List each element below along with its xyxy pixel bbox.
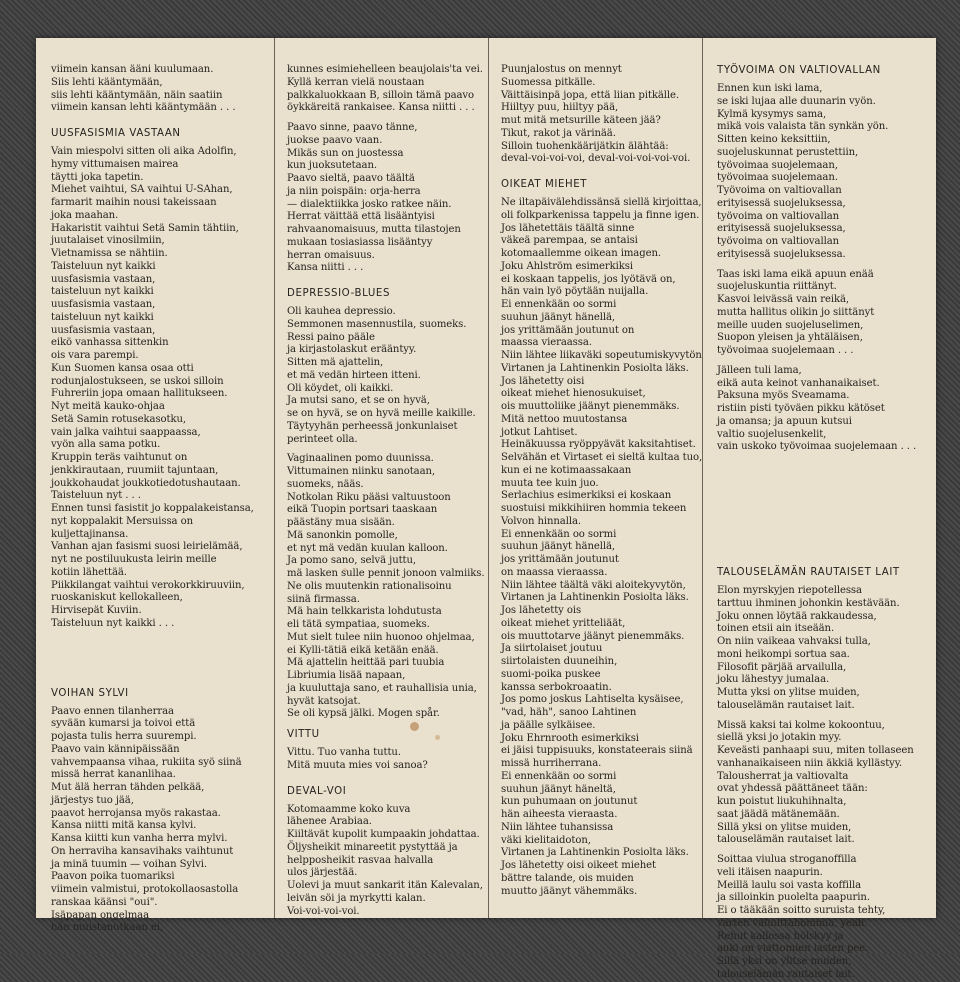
lyric-line: Niin lähtee tuhansissa — [501, 821, 614, 833]
lyric-line: Missä kaksi tai kolme kokoontuu, — [717, 719, 885, 731]
lyric-line: Ei ennenkään oo sormi — [501, 770, 617, 782]
lyric-line: siirtolaisten duuneihin, — [501, 656, 618, 667]
lyric-line: oikeat miehet yritteliäät, — [501, 617, 626, 629]
lyric-line: joukkohaudat joukkotiedotushautaan. — [51, 477, 241, 489]
stain-mark — [410, 722, 419, 731]
lyric-line: Jos lähetetty oisi — [501, 375, 585, 387]
lyric-line: Soittaa viulua stroganoffilla — [717, 854, 857, 865]
lyric-line: se on hyvä, se on hyvä meille kaikille. — [287, 408, 476, 419]
song-title: DEPRESSIO-BLUES — [287, 288, 391, 299]
lyric-line: Meillä laulu soi vasta koffilla — [717, 879, 862, 891]
spacer — [717, 454, 932, 566]
lyric-line: Mitä nettoo muutostansa — [501, 413, 628, 425]
lyric-line: vain uskoko työvoimaa suojelemaan . . . — [717, 441, 917, 453]
lyric-line: Sitten keino keksittiin, — [717, 134, 831, 145]
lyric-line: ois muuttotarve jäänyt pienemmäks. — [501, 630, 685, 642]
lyric-line: muuta tee kuin juo. — [501, 477, 599, 489]
lyric-line: Niin lähtee täältä väki aloitekyvytön, — [501, 579, 686, 591]
lyric-line: Hiiltyy puu, hiiltyy pää, — [501, 102, 619, 114]
lyric-line: Paavo vain kännipäissään — [51, 743, 180, 755]
lyric-line: Filosofit pärjää arvailulla, — [717, 661, 847, 673]
lyric-line: Kotomaamme koko kuva — [287, 803, 411, 815]
lyric-line: tarttuu ihminen johonkin kestävään. — [717, 597, 900, 609]
spacer — [717, 713, 932, 720]
lyric-line: kotomaallemme oikean imagen. — [501, 248, 661, 259]
lyric-line: farmarit maihin nousi takeissaan — [51, 197, 217, 208]
spacer — [287, 275, 487, 287]
lyric-line: ei jäisi tuppisuuks, konstateerais siinä — [501, 745, 693, 757]
lyric-line: uusfasismia vastaan, — [51, 299, 156, 310]
spacer — [501, 166, 701, 178]
lyric-line: Kansa niitti . . . — [287, 262, 364, 274]
lyric-line: Talousherrat ja valtiovalta — [717, 770, 849, 782]
lyric-line: täytti joka tapetin. — [51, 171, 144, 183]
lyric-line: viimein kansan ääni kuulumaan. — [51, 64, 214, 75]
lyric-line: hän vain lyö pöytään nuijalla. — [501, 286, 649, 298]
lyric-line: ranskaa käänsi "oui". — [51, 896, 158, 908]
stain-mark — [435, 735, 440, 740]
spacer — [717, 358, 932, 365]
lyric-line: — dialektiikka josko ratkee näin. — [287, 198, 452, 210]
lyric-line: ja minä tuumin — voihan Sylvi. — [51, 858, 207, 870]
lyric-line: Kruppin teräs vaihtunut on — [51, 452, 188, 463]
lyric-line: auki on viattomien lasten pee. — [717, 943, 869, 955]
lyric-line: Ne olis muutenkin rationalisoinu — [287, 580, 452, 592]
lyric-line: missä herrat kananlihaa. — [51, 769, 176, 781]
lyric-line: Vaginaalinen pomo duunissa. — [287, 453, 434, 465]
lyric-line: Heinäkuussa ryöppyävät kaksitahtiset. — [501, 439, 696, 451]
lyric-line: nyt ne postiluukusta leirin meille — [51, 554, 217, 565]
lyric-line: Setä Samin rotusekasotku, — [51, 413, 186, 425]
lyric-line: oli folkparkenissa tappelu ja finne igen. — [501, 209, 700, 221]
lyric-line: työvoima on valtiovallan — [717, 210, 840, 222]
lyric-line: mikä vois valaista tän synkän yön. — [717, 121, 889, 133]
lyric-line: ulos järjestää. — [287, 867, 358, 879]
lyric-line: kuljettajinansa. — [51, 528, 129, 540]
lyric-line: On herraviha kansavihaks vaihtunut — [51, 845, 234, 857]
lyric-line: Täytyyhän perheessä jonkunlaiset — [287, 420, 458, 432]
lyric-line: Joku Ahlström esimerkiksi — [501, 260, 634, 272]
lyric-line: Kasvoi leivässä vain reikä, — [717, 294, 850, 305]
lyric-line: työvoimaa suojelemaan . . . — [717, 345, 854, 356]
lyric-line: ei Kylli-tätiä eikä ketään enää. — [287, 644, 439, 656]
lyric-line: Mikäs sun on juostessa — [287, 147, 404, 159]
lyric-line: Puunjalostus on mennyt — [501, 64, 622, 75]
lyric-line: ristiin pisti työväen pikku kätöset — [717, 403, 885, 414]
lyric-line: Kylmä kysymys sama, — [717, 108, 827, 120]
lyric-line: Ennen kun iski lama, — [717, 83, 823, 94]
lyric-line: meille uuden suojeluselimen, — [717, 319, 864, 331]
lyric-line: Jos lähetetty oisi oikeet miehet — [501, 860, 656, 871]
lyric-line: ois muuttoliike jäänyt pienemmäks. — [501, 401, 680, 412]
song-title: TYÖVOIMA ON VALTIOVALLAN — [717, 65, 881, 76]
lyric-line: toinen etsii ain itseään. — [717, 623, 835, 635]
lyric-line: erityisessä suojeluksessa, — [717, 223, 846, 235]
lyric-line: herran omaisuus. — [287, 249, 375, 261]
lyric-line: Vittu. Tuo vanha tuttu. — [287, 747, 401, 758]
lyric-line: Kun Suomen kansa osaa otti — [51, 362, 194, 374]
lyric-line: Ja pomo sano, selvä juttu, — [287, 555, 417, 567]
lyric-line: bättre talande, ois muiden — [501, 872, 634, 884]
lyric-line: et nyt mä vedän kuulan kalloon. — [287, 542, 448, 554]
lyrics-column-1 — [51, 38, 269, 934]
lyric-line: veli itäisen naapurin. — [717, 866, 823, 878]
lyric-line: kun ei ne kotimaassakaan — [501, 464, 632, 476]
lyric-line: Suopon yleisen ja yhtäläisen, — [717, 332, 863, 344]
lyric-line: Ei ennenkään oo sormi — [501, 299, 617, 310]
lyric-line: perinteet olla. — [287, 433, 358, 445]
song-title: UUSFASISMIA VASTAAN — [51, 128, 181, 139]
lyric-line: ja kirjastolaskut erääntyy. — [287, 344, 417, 356]
lyric-line: väki kielitaidoton, — [501, 834, 591, 846]
lyric-line: Piikkilangat vaihtui verokorkkiruuviin, — [51, 579, 245, 591]
lyric-line: Paavo sinne, paavo tänne, — [287, 122, 418, 133]
lyric-line: Kiiltävät kupolit kumpaakin johdattaa. — [287, 829, 480, 840]
lyric-line: suomi-poika puskee — [501, 668, 601, 680]
lyric-line: Hakaristit vaihtui Setä Samin tähtiin, — [51, 222, 239, 234]
spacer — [287, 115, 487, 122]
lyric-line: päästäny mua sisään. — [287, 517, 395, 528]
lyric-line: nyt koppalakit Mersuissa on — [51, 515, 193, 527]
lyric-line: Rehut kallossa hölskyy ja — [717, 930, 844, 942]
lyric-line: Fuhreriin jopa omaan hallitukseen. — [51, 388, 228, 400]
lyric-line: joku lähestyy jumalaa. — [717, 674, 830, 686]
lyric-line: Jälleen tuli lama, — [717, 364, 802, 376]
lyric-line: Libriumia lisää napaan, — [287, 670, 406, 681]
lyric-line: Notkolan Riku pääsi valtuustoon — [287, 491, 451, 503]
lyric-line: hän aiheesta vieraasta. — [501, 809, 618, 820]
lyric-line: hän muistanutkaan ei, — [51, 922, 164, 934]
lyric-line: työvoima on valtiovallan — [717, 236, 840, 247]
lyric-line: Suomessa pitkälle. — [501, 76, 596, 88]
lyric-line: Paavo ennen tilanherraa — [51, 705, 174, 717]
lyric-line: joka maahan. — [51, 209, 119, 221]
lyric-line: Taisteluun nyt kaikki — [51, 260, 156, 272]
lyric-line: lähenee Arabiaa. — [287, 816, 372, 828]
lyric-line: Jos lähetetty ois — [501, 605, 582, 616]
lyric-line: kun puhumaan on joutunut — [501, 796, 638, 808]
lyric-line: ja omansa; ja apuun kutsui — [717, 415, 852, 427]
lyric-line: Elon myrskyjen riepotellessa — [717, 585, 862, 596]
lyric-line: pojasta tulis herra suurempi. — [51, 731, 197, 742]
lyric-line: leivän söi ja myrkytti kalan. — [287, 892, 426, 904]
lyric-line: eli tätä sympatiaa, suomeks. — [287, 619, 430, 630]
lyric-line: moni heikompi sortua saa. — [717, 648, 850, 660]
lyric-line: On niin vaikeaa vahvaksi tulla, — [717, 636, 871, 647]
lyric-line: kotiin lähettää. — [51, 566, 127, 578]
lyric-line: ja silloinkin puolelta paapurin. — [717, 892, 870, 904]
lyric-line: suuhun jäänyt hänellä, — [501, 311, 616, 323]
lyric-line: Hirvisepät Kuviin. — [51, 605, 142, 616]
lyric-line: taisteluun nyt kaikki — [51, 286, 154, 298]
song-title: OIKEAT MIEHET — [501, 179, 588, 190]
lyric-line: suojeluskunnat perustettiin, — [717, 146, 859, 158]
lyric-line: Siis lehti kääntymään, — [51, 76, 163, 88]
lyrics-column-4 — [717, 38, 932, 980]
lyric-line: Isäpapan ongelmaa — [51, 909, 150, 921]
lyric-line: ja päälle sylkäisee. — [501, 719, 596, 731]
lyric-line: muutto jäänyt vähemmäks. — [501, 885, 638, 897]
lyric-line: erityisessä suojeluksessa. — [717, 248, 846, 260]
lyric-line: Mut älä herran tähden pelkää, — [51, 782, 205, 793]
spacer — [51, 115, 269, 127]
lyric-line: juokse paavo vaan. — [287, 134, 383, 146]
lyric-line: talouselämän rautaiset lait. — [717, 699, 855, 711]
lyric-line: kanssa serbokroaatin. — [501, 681, 612, 693]
lyric-line: viimein kansan lehti kääntymään . . . — [51, 102, 236, 114]
lyric-line: Silloin tuohenkäärijätkin älähtää: — [501, 140, 669, 152]
spacer — [287, 721, 487, 728]
song-title: DEVAL-VOI — [287, 785, 347, 797]
lyric-line: Nyt meitä kauko-ohjaa — [51, 401, 165, 412]
song-title: VITTU — [287, 729, 320, 740]
lyric-line: Ja mutsi sano, et se on hyvä, — [287, 395, 430, 407]
lyric-line: talouselämän rautaiset lait. — [717, 834, 855, 846]
lyric-line: maassa vieraassa. — [501, 337, 592, 349]
lyric-line: et mä vedän hirteen itteni. — [287, 369, 421, 381]
lyric-line: mutta hallitus olikin jo siittänyt — [717, 306, 875, 318]
lyric-line: uusfasismia vastaan, — [51, 273, 156, 285]
lyric-line: Väittäisinpä jopa, että liian pitkälle. — [501, 89, 680, 101]
lyric-line: kun juoksutetaan. — [287, 160, 377, 172]
lyric-line: suuhun jäänyt häneltä, — [501, 783, 616, 795]
lyric-line: hyvät katsojat. — [287, 695, 361, 707]
spacer — [717, 262, 932, 269]
lyric-line: helpposheikit rasvaa halvalla — [287, 854, 434, 866]
lyric-line: Se oli kypsä jälki. Mogen spår. — [287, 708, 440, 720]
lyric-line: Ei ennenkään oo sormi — [501, 528, 617, 540]
lyric-line: Mä sanonkin pomolle, — [287, 529, 398, 541]
lyric-line: eikö vanhassa sittenkin — [51, 337, 169, 349]
lyric-line: Mä hain telkkarista lohdutusta — [287, 606, 442, 618]
lyric-line: Vanhan ajan fasismi suosi leirielämää, — [51, 541, 243, 553]
lyric-line: Uolevi ja muut sankarit itän Kalevalan, — [287, 880, 483, 891]
lyric-line: Keveästi panhaapi suu, miten tollaseen — [717, 745, 914, 756]
lyric-line: erityisessä suojeluksessa, — [717, 197, 846, 209]
column-divider-3 — [702, 38, 703, 918]
lyric-line: työvoimaa suojelemaan. — [717, 172, 838, 184]
lyric-line: varten valuuttahommia, yeah. — [717, 917, 868, 929]
lyric-line: ja niin poispäin: orja-herra — [287, 185, 421, 197]
lyric-line: Mut sielt tulee niin huonoo ohjelmaa, — [287, 631, 475, 643]
lyric-line: jenkkirautaan, ruumiit tajuntaan, — [51, 464, 219, 476]
spacer — [717, 847, 932, 854]
spacer — [287, 773, 487, 785]
lyric-line: siinä firmassa. — [287, 593, 360, 605]
lyric-line: saat jäädä mätänemään. — [717, 808, 840, 820]
lyric-line: Paksuna myös Sveamama. — [717, 390, 850, 402]
lyric-line: Tikut, rakot ja värinää. — [501, 127, 616, 139]
lyric-line: Niin lähtee liikaväki sopeutumiskyvytön — [501, 350, 702, 361]
lyric-line: kunnes esimiehelleen beaujolais'ta vei. — [287, 64, 483, 75]
lyric-line: siis lehti kääntymään, näin saatiin — [51, 89, 223, 101]
lyric-line: ois vara parempi. — [51, 350, 139, 361]
lyric-line: eikä auta keinot vanhanaikaiset. — [717, 377, 880, 389]
lyric-line: Ja siirtolaiset joutuu — [501, 643, 603, 655]
lyric-line: Sillä yksi on ylitse muiden, — [717, 956, 852, 967]
lyric-line: Paavo sieltä, paavo täältä — [287, 173, 415, 184]
lyric-line: Vietnamissa se nähtiin. — [51, 248, 168, 259]
lyric-line: Öljysheikit minareetit pystyttää ja — [287, 841, 458, 853]
lyric-line: Joku onnen löytää rakkaudessa, — [717, 610, 877, 622]
lyric-line: oikeat miehet hienosukuiset, — [501, 388, 646, 400]
lyric-line: väkeä parempaa, se antaisi — [501, 235, 638, 247]
lyric-line: rahvaanomaisuus, mutta tilastojen — [287, 224, 461, 235]
column-divider-1 — [274, 38, 275, 918]
lyric-line: "vad, häh", sanoo Lahtinen — [501, 707, 637, 718]
lyric-line: se iski lujaa alle duunarin vyön. — [717, 95, 876, 107]
lyric-line: Taas iski lama eikä apuun enää — [717, 268, 874, 280]
lyric-line: suostuisi mikkihiiren hommia tekeen — [501, 503, 687, 514]
lyric-line: taisteluun nyt kaikki — [51, 311, 154, 323]
song-title: TALOUSELÄMÄN RAUTAISET LAIT — [717, 567, 900, 578]
lyric-line: Semmonen masennustila, suomeks. — [287, 318, 467, 330]
lyric-line: talouselämän rautaiset lait. — [717, 968, 855, 980]
lyric-line: Joku Ehrnrooth esimerkiksi — [501, 732, 639, 744]
lyric-line: Sitten mä ajattelin, — [287, 357, 384, 368]
lyric-line: mut mitä metsurille käteen jää? — [501, 115, 661, 126]
lyric-line: jos yrittämään joutunut — [501, 554, 619, 565]
lyric-line: suuhun jäänyt hänellä, — [501, 541, 616, 553]
lyric-line: jos yrittämään joutunut on — [501, 324, 635, 336]
lyrics-column-3 — [501, 38, 701, 918]
lyric-line: Ennen tunsi fasistit jo koppalakeistansa, — [51, 503, 254, 514]
spacer — [287, 446, 487, 453]
lyric-line: Virtanen ja Lahtinenkin Posiolta läks. — [501, 362, 689, 374]
lyric-line: jotkut Lahtiset. — [501, 426, 578, 438]
lyric-line: öykkäreitä rankaisee. Kansa niitti . . . — [287, 102, 475, 114]
lyric-line: Voi-voi-voi-voi. — [287, 905, 360, 917]
lyric-line: palkkaluokkaan B, silloin tämä paavo — [287, 89, 475, 101]
lyric-line: Selvähän et Virtaset ei sieltä kultaa tuo, — [501, 452, 703, 463]
lyric-line: Volvon hinnalla. — [501, 515, 581, 527]
lyric-line: missä hurriherrana. — [501, 758, 602, 769]
lyric-line: työvoimaa suojelemaan, — [717, 159, 838, 171]
lyric-line: Mä ajattelin heittää pari tuubia — [287, 657, 445, 669]
lyric-line: ovat yhdessä päättäneet tään: — [717, 783, 868, 795]
lyric-line: vyön alla sama potku. — [51, 439, 161, 451]
lyric-line: Mutta yksi on ylitse muiden, — [717, 687, 860, 698]
lyric-line: Ei o tääkään soitto suruista tehty, — [717, 905, 886, 916]
lyric-line: vain jalka vaihtui saappaassa, — [51, 426, 201, 438]
column-divider-2 — [488, 38, 489, 918]
lyric-line: Taisteluun nyt kaikki . . . — [51, 617, 175, 629]
stain-mark — [343, 568, 347, 572]
lyric-line: suojeluskuntia riittänyt. — [717, 281, 837, 293]
lyric-line: Kansa kiitti kun vanha herra mylvi. — [51, 833, 228, 844]
lyric-line: juutalaiset vinosilmiin, — [51, 235, 165, 247]
lyric-line: vahvempaansa vihaa, rukiita syö siinä — [51, 756, 242, 768]
lyric-line: Taisteluun nyt . . . — [51, 490, 141, 502]
lyric-line: Kyllä kerran vielä noustaan — [287, 76, 425, 88]
lyric-line: Sillä yksi on ylitse muiden, — [717, 821, 852, 833]
lyric-line: ruoskaniskut kellokalleen, — [51, 592, 183, 604]
lyric-line: Kansa niitti mitä kansa kylvi. — [51, 820, 197, 832]
lyric-line: Vittumainen niinku sanotaan, — [287, 466, 436, 477]
lyric-line: Virtanen ja Lahtinenkin Posiolta läks. — [501, 847, 689, 859]
lyric-line: Serlachius esimerkiksi ei koskaan — [501, 490, 672, 502]
lyric-line: valtio suojelusenkelit, — [717, 428, 827, 440]
lyric-line: Mitä muuta mies voi sanoa? — [287, 759, 428, 771]
lyric-line: ja kuuluttaja sano, et rauhallisia unia, — [287, 682, 477, 694]
lyric-line: rodunjalostukseen, se uskoi silloin — [51, 375, 224, 387]
lyric-line: deval-voi-voi-voi, deval-voi-voi-voi-voi. — [501, 153, 691, 165]
lyric-line: järjestys tuo jää, — [51, 794, 134, 806]
lyric-line: Miehet vaihtui, SA vaihtui U-SAhan, — [51, 184, 233, 196]
lyric-line: Vain miespolvi sitten oli aika Adolfin, — [51, 146, 237, 157]
lyric-line: ei koskaan tappelis, jos lyötävä on, — [501, 273, 676, 285]
lyric-line: Työvoima on valtiovallan — [717, 185, 842, 196]
lyric-line: syvään kumarsi ja toivoi että — [51, 718, 196, 730]
lyric-line: kun poistut liukuhihnalta, — [717, 796, 847, 807]
lyric-line: eikä Tuopin portsari taaskaan — [287, 504, 438, 516]
lyric-line: Oli kauhea depressio. — [287, 306, 396, 317]
lyric-line: hymy vittumaisen mairea — [51, 158, 179, 170]
lyric-line: suomeks, nääs. — [287, 478, 364, 490]
lyric-line: Ressi paino pääle — [287, 331, 375, 343]
lyric-line: Oli köydet, oli kaikki. — [287, 382, 394, 394]
lyric-sheet — [36, 38, 936, 980]
lyric-line: paavot herrojansa myös rakastaa. — [51, 807, 221, 819]
lyric-line: Jos pomo joskus Lahtiselta kysäisee, — [501, 694, 684, 706]
lyric-line: mä lasken sulle pennit jonoon valmiiks. — [287, 568, 485, 579]
lyric-line: mukaan tosiasiassa lisääntyy — [287, 236, 433, 248]
lyric-line: Ne iltapäivälehdissänsä siellä kirjoittaa, — [501, 197, 702, 208]
lyric-line: viimein valmistui, protokollaosastolla — [51, 884, 239, 895]
lyric-line: uusfasismia vastaan, — [51, 324, 156, 336]
lyric-line: vanhanaikaiseen niin äkkiä kyllästyy. — [717, 757, 903, 769]
lyric-line: Paavon poika tuomariksi — [51, 871, 175, 883]
lyric-line: on maassa vieraassa. — [501, 566, 608, 578]
lyric-line: Virtanen ja Lahtinenkin Posiolta läks. — [501, 592, 689, 604]
lyric-line: Jos lähetettäis täältä sinne — [501, 222, 635, 234]
lyrics-column-2 — [287, 38, 487, 918]
spacer — [51, 631, 269, 687]
lyric-line: Herrat väittää että lisääntyisi — [287, 211, 435, 223]
song-title: VOIHAN SYLVI — [51, 687, 129, 699]
lyric-line: siellä yksi jo jotakin myy. — [717, 732, 842, 744]
